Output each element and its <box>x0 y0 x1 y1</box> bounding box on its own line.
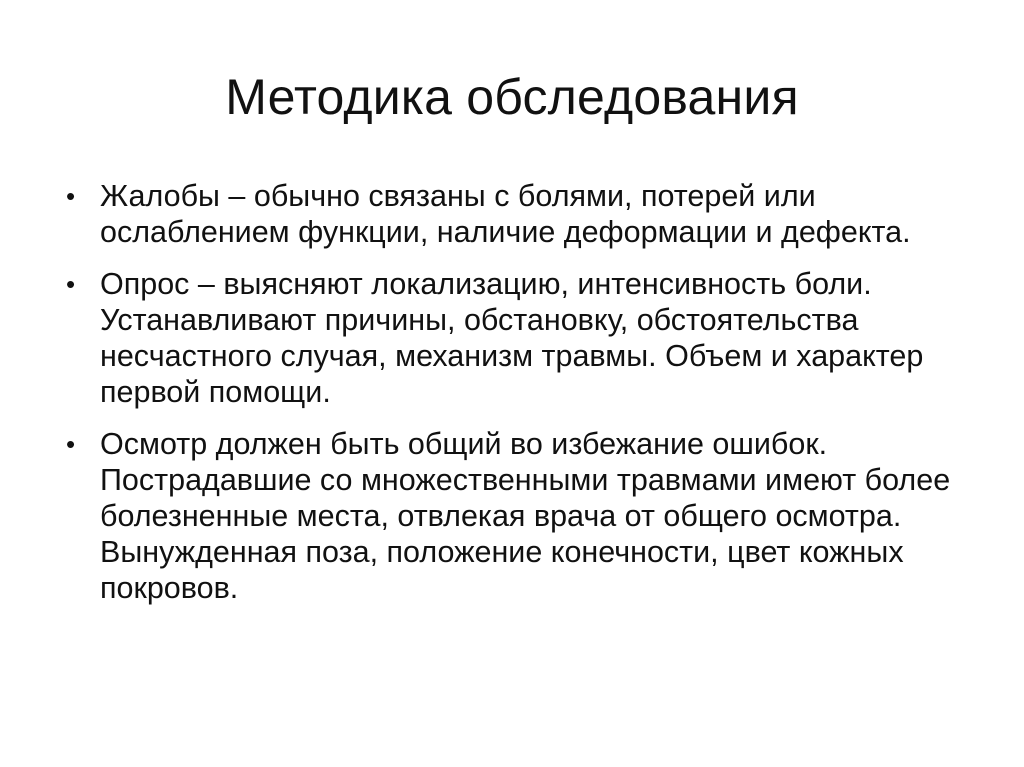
bullet-list <box>60 178 970 622</box>
bullet-dot-icon: • <box>66 181 76 211</box>
bullet-dot-icon: • <box>66 269 76 299</box>
bullet-text: Опрос – выясняют локализацию, интенсивность боли. Устанавливают причины, обстановку, обстоятельства несчастного случая, механизм травмы. Объем и характер первой помощи. <box>100 267 924 409</box>
bullet-item-examination <box>60 426 970 606</box>
bullet-text: Жалобы – обычно связаны с болями, потерей или ослаблением функции, наличие деформации и дефекта. <box>100 179 911 249</box>
bullet-item-interview <box>60 266 970 410</box>
bullet-text: Осмотр должен быть общий во избежание ошибок. Пострадавшие со множественными травмами имеют более болезненные места, отвлекая врача от общего осмотра. Вынужденная поза, положение конечности, цвет кожных покровов. <box>100 427 951 605</box>
slide-title: Методика обследования <box>225 69 799 125</box>
bullet-item-complaints <box>60 178 970 250</box>
bullet-dot-icon: • <box>66 429 76 459</box>
